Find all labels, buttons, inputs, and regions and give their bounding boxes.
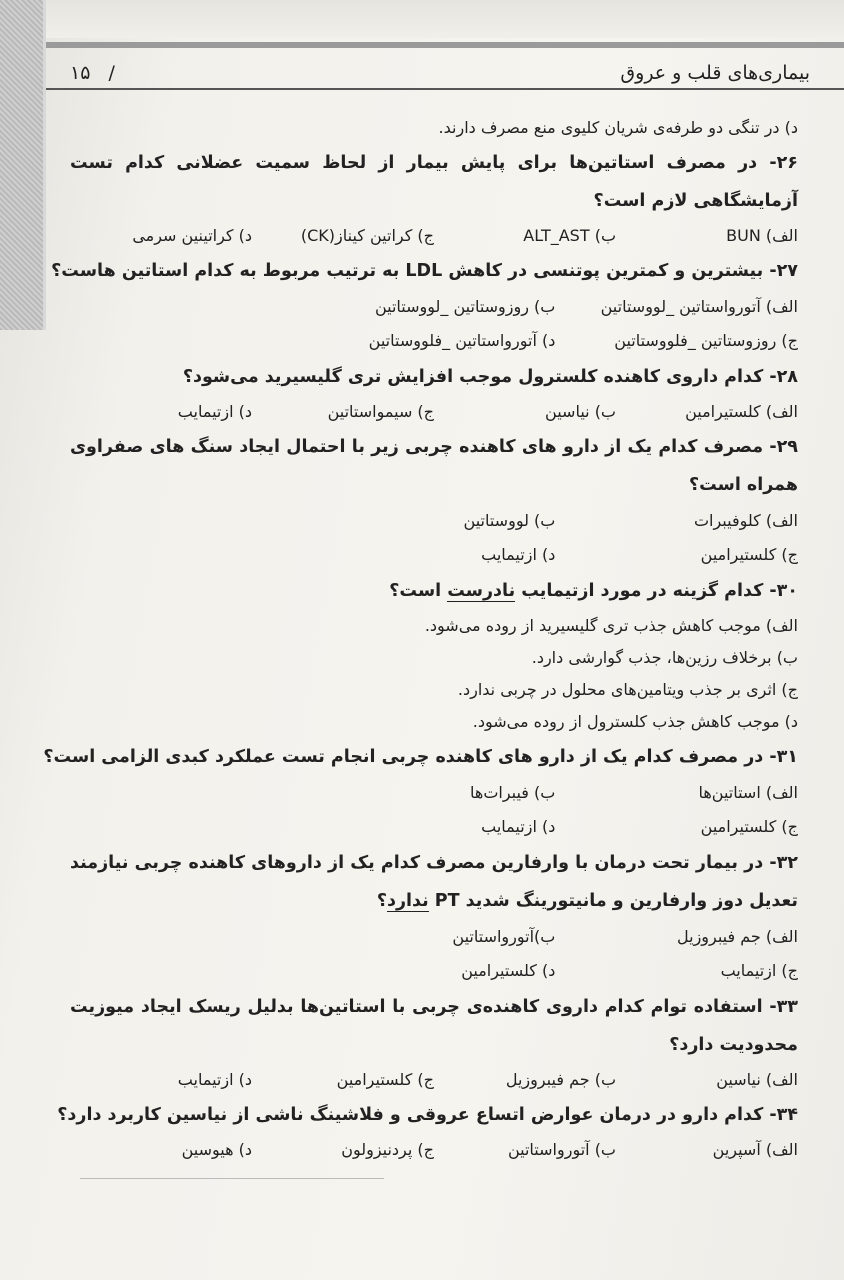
option: ب) جم فیبروزیل — [505, 1070, 616, 1089]
page-number: ۱۵ — [70, 62, 91, 84]
option: ج) پردنیزولون — [341, 1140, 434, 1159]
intro-line: د) در تنگی دو طرفه‌ی شریان کلیوی منع مصرف دارند. — [438, 118, 798, 137]
option: الف) BUN — [726, 226, 798, 245]
option: الف) کلستیرامین — [685, 402, 798, 421]
options-32 — [70, 920, 798, 988]
option: ب) فیبرات‌ها — [470, 783, 556, 802]
option: ج) اثری بر جذب ویتامین‌های محلول در چربی ندارد. — [457, 680, 798, 699]
option: ج) روزوستاتین _فلووستاتین — [614, 331, 798, 350]
question-28: ۲۸- کدام داروی کاهنده کلسترول موجب افزایش تری گلیسیرید می‌شود؟ — [182, 367, 798, 387]
page-header — [70, 58, 810, 88]
question-29: ۲۹- مصرف کدام یک از دارو های کاهنده چربی زیر با احتمال ایجاد سنگ های صفراوی همراه است؟ — [70, 437, 798, 495]
option: د) ازتیمایب — [481, 545, 556, 564]
option: د) کلستیرامین — [461, 961, 556, 980]
question-text: ۳۲- در بیمار تحت درمان با وارفارین مصرف کدام یک از داروهای کاهنده چربی نیازمند تعدیل دوز وارفارین و مانیتورینگ شدید PT — [70, 853, 798, 911]
option: الف) آسپرین — [712, 1140, 798, 1159]
options-27 — [70, 290, 798, 358]
option: ج) کلستیرامین — [700, 817, 798, 836]
options-31 — [70, 776, 798, 844]
option: الف) جم فیبروزیل — [677, 927, 798, 946]
option: ج) کراتین کیناز(CK) — [300, 226, 434, 245]
question-32 — [70, 844, 798, 920]
option: د) موجب کاهش جذب کلسترول از روده می‌شود. — [472, 712, 798, 731]
options-33 — [70, 1064, 798, 1096]
question-30 — [70, 572, 798, 610]
question-text: ۳۰- کدام گزینه در مورد ازتیمایب — [515, 581, 798, 601]
header-separator: / — [108, 62, 115, 84]
question-31: ۳۱- در مصرف کدام یک از دارو های کاهنده چربی انجام تست عملکرد کبدی الزامی است؟ — [43, 747, 798, 767]
option: ج) کلستیرامین — [336, 1070, 434, 1089]
underlined-word: نادرست — [447, 581, 516, 601]
options-29 — [70, 504, 798, 572]
options-34 — [70, 1134, 798, 1166]
book-spine — [0, 0, 46, 330]
underlined-word: ندارد — [386, 891, 429, 911]
header-rule — [46, 88, 844, 90]
option: ب) آتورواستاتین — [507, 1140, 616, 1159]
option: ج) سیمواستاتین — [327, 402, 434, 421]
option: د) ازتیمایب — [177, 402, 252, 421]
option: د) آتورواستاتین _فلووستاتین — [368, 331, 556, 350]
question-text: ؟ — [376, 891, 387, 911]
page-top-edge — [46, 0, 844, 38]
option: ب) برخلاف رزین‌ها، جذب گوارشی دارد. — [531, 648, 798, 667]
page-number-group — [70, 62, 127, 84]
option: د) کراتینین سرمی — [132, 226, 252, 245]
chapter-title: بیماری‌های قلب و عروق — [620, 62, 810, 84]
option: ب) روزوستاتین _لووستاتین — [374, 297, 556, 316]
question-text: است؟ — [389, 581, 448, 601]
options-26 — [70, 220, 798, 252]
header-bar — [46, 42, 844, 48]
question-34: ۳۴- کدام دارو در درمان عوارض اتساع عروقی و فلاشینگ ناشی از نیاسین کاربرد دارد؟ — [57, 1105, 798, 1125]
option: الف) آتورواستاتین _لووستاتین — [600, 297, 798, 316]
option: ب) نیاسین — [545, 402, 616, 421]
option: ب)آتورواستاتین — [452, 927, 556, 946]
option: ب) لووستاتین — [463, 511, 556, 530]
option: ج) کلستیرامین — [700, 545, 798, 564]
page-content — [43, 112, 798, 1166]
question-33: ۳۳- استفاده توام کدام داروی کاهنده‌ی چربی با استاتین‌ها بدلیل ریسک ایجاد میوزیت محدودیت دارد؟ — [70, 997, 798, 1055]
option: د) ازتیمایب — [177, 1070, 252, 1089]
question-27: ۲۷- بیشترین و کمترین پوتنسی در کاهش LDL به ترتیب مربوط به کدام استاتین هاست؟ — [51, 261, 798, 281]
bottom-rule — [80, 1178, 384, 1179]
option: ب) ALT_AST — [523, 226, 616, 245]
option: ج) ازتیمایب — [720, 961, 798, 980]
option: د) ازتیمایب — [481, 817, 556, 836]
option: الف) استاتین‌ها — [698, 783, 798, 802]
option: الف) نیاسین — [716, 1070, 798, 1089]
option: الف) کلوفیبرات — [693, 511, 798, 530]
option: الف) موجب کاهش جذب تری گلیسیرید از روده می‌شود. — [424, 616, 798, 635]
option: د) هیوسین — [181, 1140, 252, 1159]
options-28 — [70, 396, 798, 428]
question-26: ۲۶- در مصرف استاتین‌ها برای پایش بیمار از لحاظ سمیت عضلانی کدام تست آزمایشگاهی لازم است؟ — [70, 153, 798, 211]
